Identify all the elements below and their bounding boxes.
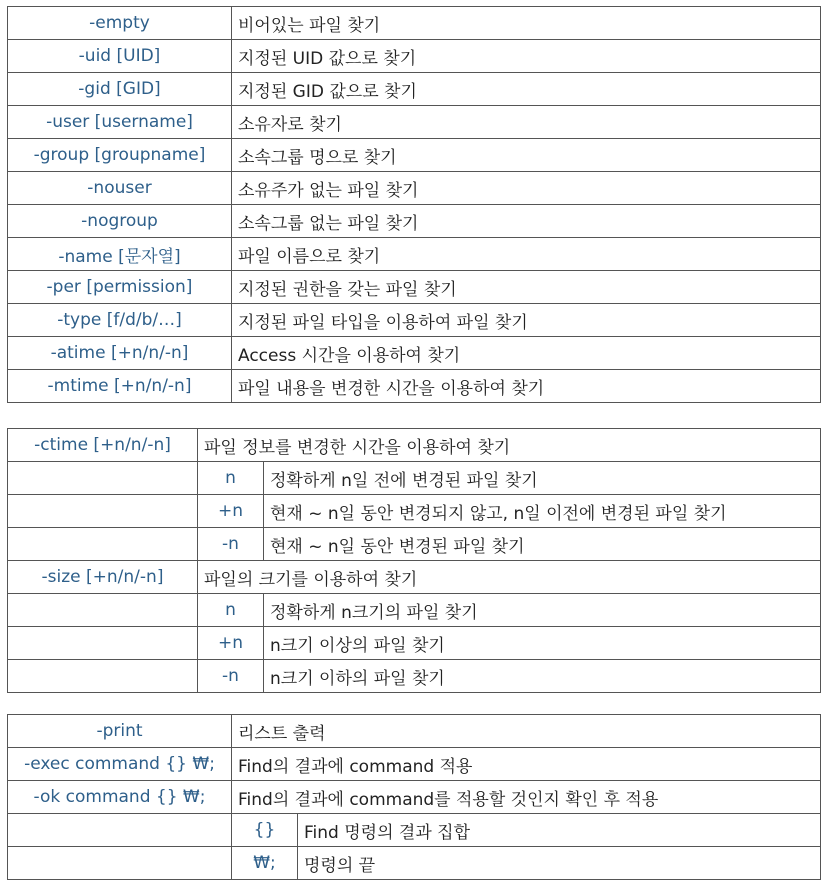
table-row (8, 304, 821, 337)
table-row (8, 660, 821, 693)
option-exec-desc: Find의 결과에 command 적용 (232, 748, 821, 781)
table-row (8, 337, 821, 370)
option-name: -name [문자열] (8, 238, 232, 271)
table-row (8, 429, 821, 462)
size-sub-key: n (198, 594, 264, 627)
table-row (8, 40, 821, 73)
ctime-sub-desc: 현재 ~ n일 동안 변경되지 않고, n일 이전에 변경된 파일 찾기 (264, 495, 821, 528)
table-row (8, 561, 821, 594)
table-row (8, 238, 821, 271)
size-sub-key: +n (198, 627, 264, 660)
option-description: 지정된 파일 타입을 이용하여 파일 찾기 (232, 304, 821, 337)
table-row (8, 847, 821, 880)
option-exec: -exec command {} ₩; (8, 748, 232, 781)
option-description: 비어있는 파일 찾기 (232, 7, 821, 40)
table-row (8, 462, 821, 495)
option-name: -atime [+n/n/-n] (8, 337, 232, 370)
table-row (8, 370, 821, 403)
ctime-sub-desc: 현재 ~ n일 동안 변경된 파일 찾기 (264, 528, 821, 561)
size-sub-desc: n크기 이상의 파일 찾기 (264, 627, 821, 660)
exec-sub-key: ₩; (232, 847, 298, 880)
option-description: 소유주가 없는 파일 찾기 (232, 172, 821, 205)
table-row (8, 715, 821, 748)
ctime-sub-desc: 정확하게 n일 전에 변경된 파일 찾기 (264, 462, 821, 495)
option-ok: -ok command {} ₩; (8, 781, 232, 814)
option-ctime: -ctime [+n/n/-n] (8, 429, 198, 462)
table-row (8, 271, 821, 304)
table-row (8, 748, 821, 781)
option-name: -mtime [+n/n/-n] (8, 370, 232, 403)
option-size: -size [+n/n/-n] (8, 561, 198, 594)
table-row (8, 7, 821, 40)
option-size-desc: 파일의 크기를 이용하여 찾기 (198, 561, 821, 594)
option-name: -uid [UID] (8, 40, 232, 73)
exec-sub-key: {} (232, 814, 298, 847)
option-description: 파일 이름으로 찾기 (232, 238, 821, 271)
option-name: -gid [GID] (8, 73, 232, 106)
option-name: -type [f/d/b/…] (8, 304, 232, 337)
option-name: -nogroup (8, 205, 232, 238)
option-name: -per [permission] (8, 271, 232, 304)
option-name: -nouser (8, 172, 232, 205)
option-description: 지정된 권한을 갖는 파일 찾기 (232, 271, 821, 304)
table-row (8, 172, 821, 205)
time-size-options-table (7, 428, 821, 693)
option-name: -empty (8, 7, 232, 40)
option-ctime-desc: 파일 정보를 변경한 시간을 이용하여 찾기 (198, 429, 821, 462)
size-sub-key: -n (198, 660, 264, 693)
table-row (8, 627, 821, 660)
option-description: 지정된 UID 값으로 찾기 (232, 40, 821, 73)
table-row (8, 495, 821, 528)
table-row (8, 814, 821, 847)
option-name: -group [groupname] (8, 139, 232, 172)
table-row (8, 781, 821, 814)
action-options-table (7, 714, 821, 880)
table-row (8, 73, 821, 106)
option-description: 소속그룹 명으로 찾기 (232, 139, 821, 172)
size-sub-desc: 정확하게 n크기의 파일 찾기 (264, 594, 821, 627)
ctime-sub-key: -n (198, 528, 264, 561)
option-description: 소유자로 찾기 (232, 106, 821, 139)
option-description: Access 시간을 이용하여 찾기 (232, 337, 821, 370)
find-options-table (7, 6, 821, 403)
exec-sub-desc: 명령의 끝 (298, 847, 821, 880)
option-ok-desc: Find의 결과에 command를 적용할 것인지 확인 후 적용 (232, 781, 821, 814)
option-print-desc: 리스트 출력 (232, 715, 821, 748)
option-name: -user [username] (8, 106, 232, 139)
option-description: 소속그룹 없는 파일 찾기 (232, 205, 821, 238)
table-row (8, 528, 821, 561)
table-row (8, 205, 821, 238)
ctime-sub-key: n (198, 462, 264, 495)
option-description: 지정된 GID 값으로 찾기 (232, 73, 821, 106)
ctime-sub-key: +n (198, 495, 264, 528)
exec-sub-desc: Find 명령의 결과 집합 (298, 814, 821, 847)
table-row (8, 594, 821, 627)
find-options-body (8, 7, 821, 403)
option-description: 파일 내용을 변경한 시간을 이용하여 찾기 (232, 370, 821, 403)
table-row (8, 139, 821, 172)
table-row (8, 106, 821, 139)
option-print: -print (8, 715, 232, 748)
size-sub-desc: n크기 이하의 파일 찾기 (264, 660, 821, 693)
